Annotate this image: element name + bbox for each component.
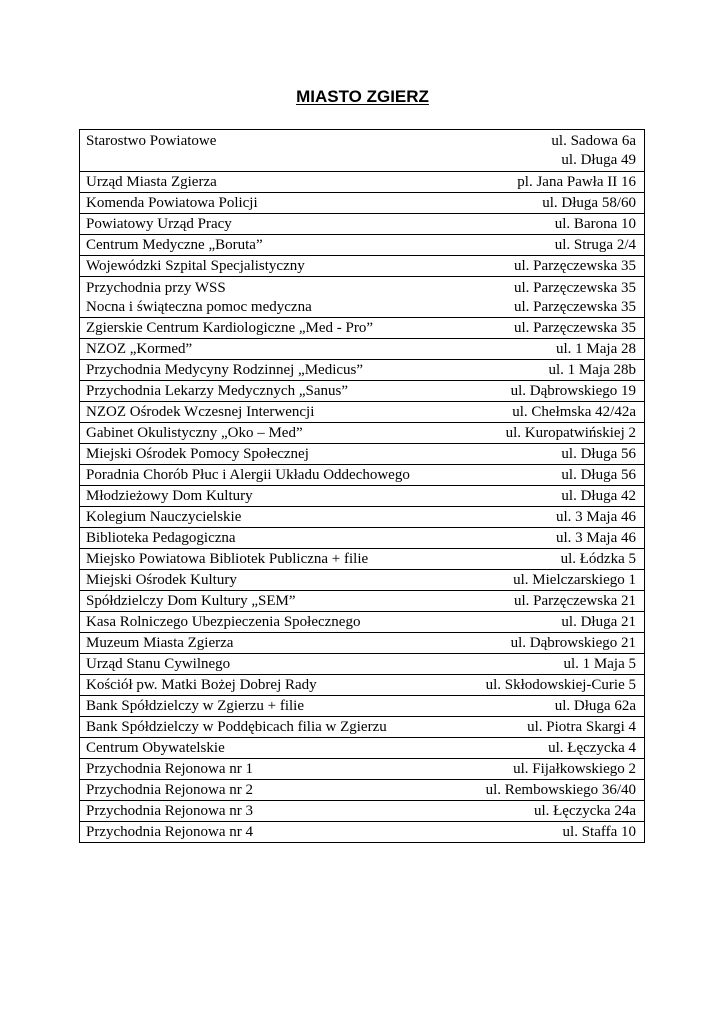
institution-name: Komenda Powiatowa Policji bbox=[86, 194, 258, 211]
institution-name: Przychodnia przy WSS bbox=[86, 280, 226, 296]
table-row bbox=[80, 506, 644, 527]
institution-name: Przychodnia Rejonowa nr 3 bbox=[86, 802, 254, 819]
address: ul. 1 Maja 28b bbox=[548, 361, 636, 378]
institution-name-cell bbox=[86, 739, 225, 758]
address-cell bbox=[556, 340, 636, 359]
institution-name: Przychodnia Rejonowa nr 1 bbox=[86, 760, 254, 777]
table-row bbox=[80, 234, 644, 255]
institution-name: Biblioteka Pedagogiczna bbox=[86, 529, 236, 546]
institution-name-cell bbox=[86, 592, 296, 611]
table-row bbox=[80, 821, 644, 842]
institution-name bbox=[86, 151, 216, 170]
table-row bbox=[80, 485, 644, 506]
institution-name: Spółdzielczy Dom Kultury „SEM” bbox=[86, 592, 296, 609]
institution-name: Młodzieżowy Dom Kultury bbox=[86, 487, 253, 504]
institution-name: Zgierskie Centrum Kardiologiczne „Med - Pro” bbox=[86, 319, 373, 336]
address: ul. Łęczycka 4 bbox=[548, 739, 636, 756]
institution-name-cell bbox=[86, 571, 237, 590]
institution-name-cell bbox=[86, 466, 410, 485]
institution-name: Bank Spółdzielczy w Poddębicach filia w Zgierzu bbox=[86, 718, 387, 735]
institution-name-cell bbox=[86, 781, 253, 800]
table-row bbox=[80, 737, 644, 758]
table-row bbox=[80, 380, 644, 401]
address: ul. Długa 58/60 bbox=[542, 194, 636, 211]
table-row bbox=[80, 171, 644, 192]
institution-name-cell bbox=[86, 173, 217, 192]
table-row bbox=[80, 653, 644, 674]
address-cell bbox=[561, 550, 636, 569]
institution-name: Przychodnia Lekarzy Medycznych „Sanus” bbox=[86, 382, 348, 399]
address: ul. Długa 62a bbox=[554, 697, 636, 714]
institution-name: Centrum Medyczne „Boruta” bbox=[86, 236, 263, 253]
institution-name: Urząd Stanu Cywilnego bbox=[86, 655, 231, 672]
table-row bbox=[80, 192, 644, 213]
institution-name-cell bbox=[86, 279, 312, 317]
institution-name-cell bbox=[86, 760, 253, 779]
institution-name-cell bbox=[86, 424, 303, 443]
address-cell bbox=[561, 487, 636, 506]
institution-name-cell bbox=[86, 529, 236, 548]
institution-name-cell bbox=[86, 215, 232, 234]
institution-name-cell bbox=[86, 403, 314, 422]
institution-name: Przychodnia Rejonowa nr 4 bbox=[86, 823, 254, 840]
institution-name: Miejski Ośrodek Pomocy Społecznej bbox=[86, 445, 309, 462]
address-cell bbox=[564, 655, 637, 674]
institution-name-cell bbox=[86, 340, 192, 359]
institution-name: Przychodnia Rejonowa nr 2 bbox=[86, 781, 254, 798]
table-row bbox=[80, 590, 644, 611]
table-row bbox=[80, 255, 644, 276]
address-cell bbox=[514, 592, 636, 611]
address-cell bbox=[514, 257, 636, 276]
institution-name-cell bbox=[86, 823, 253, 842]
address-cell bbox=[549, 361, 637, 380]
institution-name-cell bbox=[86, 697, 304, 716]
table-row bbox=[80, 443, 644, 464]
address: pl. Jana Pawła II 16 bbox=[517, 173, 636, 190]
address-cell bbox=[555, 236, 636, 255]
table-row bbox=[80, 464, 644, 485]
institution-name: Wojewódzki Szpital Specjalistyczny bbox=[86, 257, 305, 274]
table-row bbox=[80, 632, 644, 653]
institution-name: Miejsko Powiatowa Bibliotek Publiczna + filie bbox=[86, 550, 369, 567]
address: ul. Mielczarskiego 1 bbox=[513, 571, 636, 588]
address-cell bbox=[551, 132, 636, 170]
address-cell bbox=[511, 382, 636, 401]
table-row bbox=[80, 130, 644, 171]
table-row bbox=[80, 422, 644, 443]
address: ul. Skłodowskiej-Curie 5 bbox=[485, 676, 636, 693]
table-row bbox=[80, 548, 644, 569]
table-row bbox=[80, 338, 644, 359]
institution-name: Miejski Ośrodek Kultury bbox=[86, 571, 237, 588]
address: ul. Długa 42 bbox=[561, 487, 636, 504]
institution-name-cell bbox=[86, 132, 216, 170]
address: ul. Dąbrowskiego 19 bbox=[510, 382, 636, 399]
table-row bbox=[80, 779, 644, 800]
institution-name-cell bbox=[86, 718, 387, 737]
address-cell bbox=[542, 194, 636, 213]
institution-name: Powiatowy Urząd Pracy bbox=[86, 215, 232, 232]
address-cell bbox=[556, 508, 636, 527]
table-row bbox=[80, 359, 644, 380]
address-cell bbox=[527, 718, 636, 737]
address-cell bbox=[561, 613, 636, 632]
institution-name: Starostwo Powiatowe bbox=[86, 133, 217, 149]
address-cell bbox=[561, 445, 636, 464]
institution-name: Muzeum Miasta Zgierza bbox=[86, 634, 234, 651]
address-cell bbox=[555, 697, 636, 716]
institution-name-cell bbox=[86, 676, 317, 695]
institution-name-cell bbox=[86, 319, 373, 338]
page-title: MIASTO ZGIERZ bbox=[296, 87, 429, 106]
address: ul. Łódzka 5 bbox=[560, 550, 636, 567]
address: ul. Struga 2/4 bbox=[554, 236, 636, 253]
table-row bbox=[80, 401, 644, 422]
table-row bbox=[80, 695, 644, 716]
institution-name: Kolegium Nauczycielskie bbox=[86, 508, 242, 525]
address: ul. Kuropatwińskiej 2 bbox=[505, 424, 636, 441]
table-row bbox=[80, 800, 644, 821]
address: ul. Parzęczewska 35 bbox=[513, 280, 636, 296]
table-row bbox=[80, 317, 644, 338]
address-cell bbox=[486, 676, 636, 695]
address-cell bbox=[556, 529, 636, 548]
institution-name-cell bbox=[86, 802, 253, 821]
institution-name-cell bbox=[86, 634, 233, 653]
institution-name: Przychodnia Medycyny Rodzinnej „Medicus” bbox=[86, 361, 364, 378]
institution-name: Centrum Obywatelskie bbox=[86, 739, 225, 756]
address: ul. Długa 49 bbox=[561, 152, 636, 168]
address-cell bbox=[511, 634, 636, 653]
institution-name: Gabinet Okulistyczny „Oko – Med” bbox=[86, 424, 303, 441]
address-cell bbox=[514, 319, 636, 338]
institution-name-cell bbox=[86, 194, 258, 213]
institution-name-cell bbox=[86, 445, 309, 464]
institution-name-cell bbox=[86, 508, 241, 527]
address-cell bbox=[548, 739, 636, 758]
address-cell bbox=[561, 466, 636, 485]
address: ul. Parzęczewska 35 bbox=[513, 299, 636, 315]
table-row bbox=[80, 569, 644, 590]
table-row bbox=[80, 716, 644, 737]
address-cell bbox=[486, 781, 636, 800]
address: ul. Barona 10 bbox=[554, 215, 636, 232]
address: ul. Długa 21 bbox=[561, 613, 636, 630]
address-cell bbox=[517, 173, 636, 192]
address: ul. Staffa 10 bbox=[562, 823, 636, 840]
address: ul. 1 Maja 5 bbox=[563, 655, 636, 672]
address: ul. Rembowskiego 36/40 bbox=[485, 781, 636, 798]
address: ul. Długa 56 bbox=[561, 466, 636, 483]
institution-name: Poradnia Chorób Płuc i Alergii Układu Oddechowego bbox=[86, 466, 410, 483]
address-cell bbox=[512, 403, 636, 422]
institutions-table bbox=[79, 129, 645, 843]
institution-name-cell bbox=[86, 613, 360, 632]
address-cell bbox=[555, 215, 636, 234]
institution-name: NZOZ Ośrodek Wczesnej Interwencji bbox=[86, 403, 315, 420]
institution-name: Bank Spółdzielczy w Zgierzu + filie bbox=[86, 697, 304, 714]
address-cell bbox=[563, 823, 636, 842]
table-row bbox=[80, 674, 644, 695]
table-row bbox=[80, 758, 644, 779]
institution-name: Kościół pw. Matki Bożej Dobrej Rady bbox=[86, 676, 317, 693]
institution-name-cell bbox=[86, 382, 348, 401]
address-cell bbox=[513, 760, 636, 779]
institution-name-cell bbox=[86, 487, 253, 506]
address: ul. 3 Maja 46 bbox=[556, 529, 636, 546]
address: ul. 1 Maja 28 bbox=[556, 340, 636, 357]
address: ul. Parzęczewska 35 bbox=[513, 257, 636, 274]
address: ul. Łęczycka 24a bbox=[533, 802, 636, 819]
address: ul. Chełmska 42/42a bbox=[512, 403, 636, 420]
address: ul. Dąbrowskiego 21 bbox=[510, 634, 636, 651]
table-row bbox=[80, 276, 644, 317]
address: ul. Sadowa 6a bbox=[551, 133, 636, 149]
table-row bbox=[80, 213, 644, 234]
address: ul. 3 Maja 46 bbox=[556, 508, 636, 525]
address: ul. Parzęczewska 21 bbox=[513, 592, 636, 609]
institution-name: NZOZ „Kormed” bbox=[86, 340, 193, 357]
address: ul. Fijałkowskiego 2 bbox=[513, 760, 636, 777]
institution-name-cell bbox=[86, 550, 368, 569]
institution-name: Nocna i świąteczna pomoc medyczna bbox=[86, 299, 312, 315]
institution-name-cell bbox=[86, 655, 230, 674]
address-cell bbox=[534, 802, 636, 821]
address: ul. Piotra Skargi 4 bbox=[527, 718, 636, 735]
address-cell bbox=[506, 424, 636, 443]
table-row bbox=[80, 527, 644, 548]
institution-name-cell bbox=[86, 236, 263, 255]
institution-name: Urząd Miasta Zgierza bbox=[86, 173, 217, 190]
address: ul. Parzęczewska 35 bbox=[513, 319, 636, 336]
address-cell bbox=[514, 279, 636, 317]
institution-name-cell bbox=[86, 257, 305, 276]
table-row bbox=[80, 611, 644, 632]
institution-name-cell bbox=[86, 361, 363, 380]
institution-name: Kasa Rolniczego Ubezpieczenia Społecznego bbox=[86, 613, 361, 630]
address-cell bbox=[513, 571, 636, 590]
address: ul. Długa 56 bbox=[561, 445, 636, 462]
